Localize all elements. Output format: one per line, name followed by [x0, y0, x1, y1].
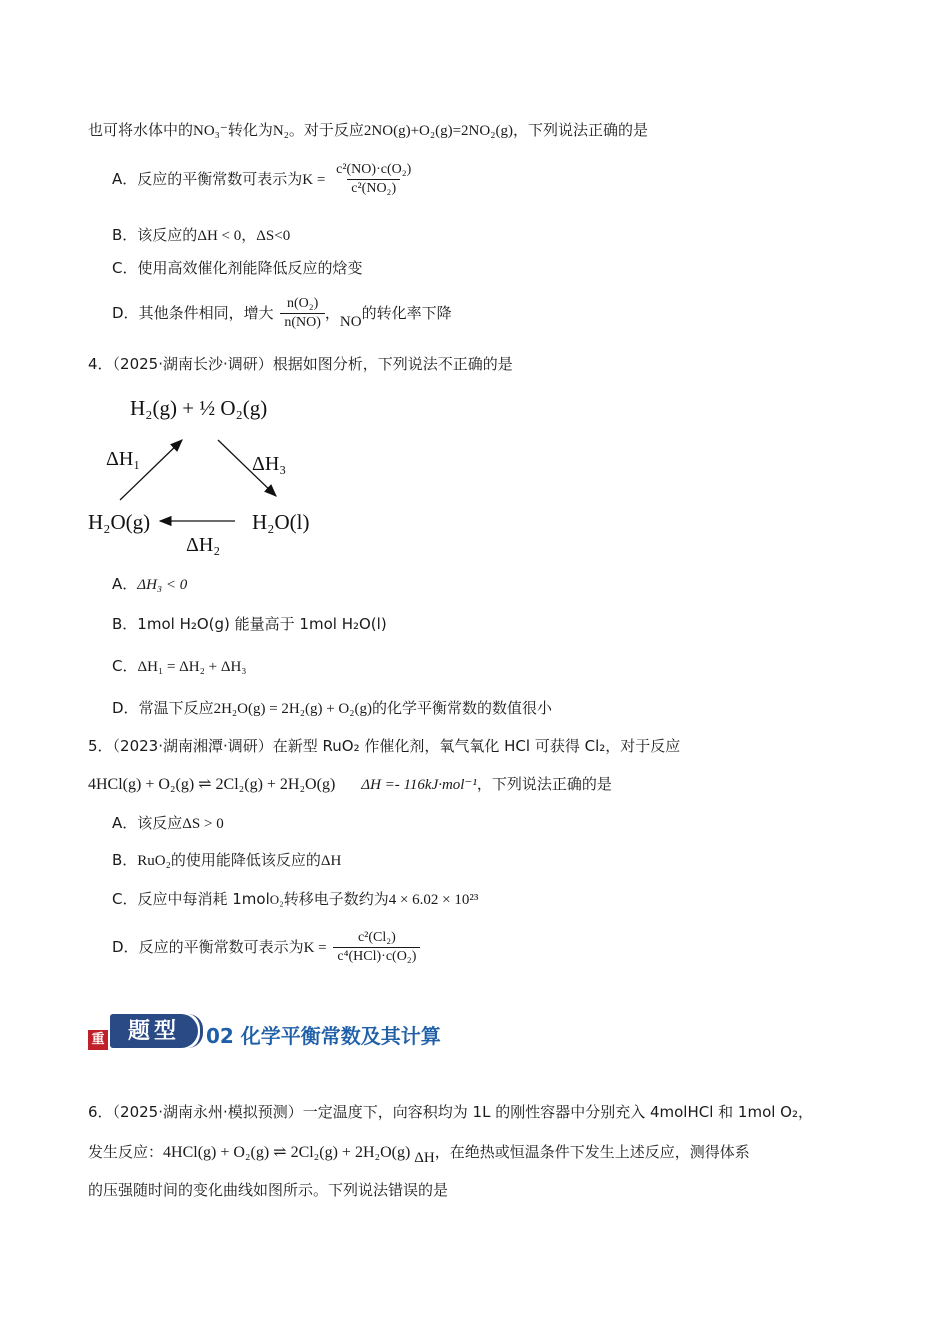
q3-k-fraction — [332, 162, 415, 197]
diagram-dh1-label: ΔH₁ — [106, 448, 141, 470]
option-label: B． — [112, 615, 138, 633]
q3-ratio-fraction — [280, 296, 325, 331]
option-label: A． — [112, 170, 138, 188]
option-text: 其他条件相同，增大 — [138, 304, 274, 322]
arrow-dh1 — [120, 440, 182, 500]
q6-stem-line2 — [88, 1142, 750, 1166]
key-badge: 重 — [88, 1030, 108, 1050]
option-label: C． — [112, 890, 138, 908]
option-label: D． — [112, 304, 139, 322]
fraction-denominator: c⁴(HCl)·c(O₂) — [333, 947, 420, 965]
option-text: 转移电子数约为 — [283, 890, 389, 908]
section-title: 02 化学平衡常数及其计算 — [206, 1024, 441, 1048]
o2-formula: O₂ — [269, 892, 284, 907]
diagram-arrows — [100, 430, 300, 530]
q3-stem-text: 也可将水体中的 — [88, 121, 194, 139]
q5-stem-text: ，下列说法正确的是 — [476, 775, 612, 793]
q5-dh-value: ΔH =- 116kJ·mol⁻¹ — [361, 777, 477, 793]
q6-dh-symbol: ΔH — [414, 1150, 435, 1166]
option-formula: ΔH < 0，ΔS<0 — [197, 228, 291, 244]
diagram-dh3-label: ΔH₃ — [252, 453, 287, 475]
q6-stem-line1: 6．（2025·湖南永州·模拟预测）一定温度下，向容积均为 1L 的刚性容器中分别充入 4molHCl 和 1mol O₂， — [88, 1103, 814, 1121]
q3-no3-formula: NO₃⁻ — [193, 123, 228, 139]
option-formula: ΔS > 0 — [182, 816, 224, 832]
q5-option-b[interactable] — [112, 850, 341, 871]
q3-option-a[interactable] — [112, 162, 415, 197]
option-text: 该反应的 — [137, 226, 198, 244]
option-formula: 4 × 6.02 × 10²³ — [388, 892, 479, 908]
option-label: C． — [112, 259, 138, 277]
option-label: D． — [112, 938, 139, 956]
q5-k-fraction — [333, 930, 420, 965]
q4-option-c[interactable] — [112, 656, 247, 677]
option-label: B． — [112, 851, 138, 869]
fraction-denominator: n(NO) — [280, 313, 325, 331]
q4-option-d[interactable] — [112, 698, 552, 719]
q6-stem-text: ，在绝热或恒温条件下发生上述反应，测得体系 — [434, 1143, 750, 1161]
q3-reaction-formula: 2NO(g)+O₂(g)=2NO₂(g) — [363, 123, 513, 139]
option-text: ， — [324, 304, 340, 322]
q4-stem: 4．（2025·湖南长沙·调研）根据如图分析，下列说法不正确的是 — [88, 355, 513, 373]
fraction-numerator: c²(Cl₂) — [357, 930, 396, 945]
option-label: C． — [112, 657, 138, 675]
q5-stem: 5．（2023·湖南湘潭·调研）在新型 RuO₂ 作催化剂，氧气氧化 HCl 可获得 Cl₂，对于反应 — [88, 737, 681, 755]
q3-option-b[interactable] — [112, 225, 290, 246]
option-label: A． — [112, 814, 138, 832]
fraction-numerator: c²(NO)·c(O₂) — [336, 162, 412, 177]
option-formula: 2H₂O(g) = 2H₂(g) + O₂(g) — [213, 701, 372, 717]
option-label: D． — [112, 699, 139, 717]
diagram-left-species: H₂O(g) — [88, 510, 151, 534]
option-text: 的化学平衡常数的数值很小 — [372, 699, 553, 717]
diagram-dh2-label: ΔH₂ — [186, 534, 221, 556]
q3-stem — [88, 120, 648, 141]
fraction-denominator: c²(NO₂) — [347, 179, 400, 197]
q6-reaction-formula: 4HCl(g) + O₂(g) ⇌ 2Cl₂(g) + 2H₂O(g) — [163, 1144, 411, 1161]
k-symbol: K = — [303, 940, 327, 956]
option-formula: ΔH₁ = ΔH₂ + ΔH₃ — [137, 659, 247, 675]
option-text: 反应的平衡常数可表示为 — [137, 170, 303, 188]
q3-option-c[interactable] — [112, 258, 363, 278]
q5-reaction-formula: 4HCl(g) + O₂(g) ⇌ 2Cl₂(g) + 2H₂O(g) — [88, 776, 336, 793]
fraction-numerator: n(O₂) — [286, 296, 319, 311]
q3-stem-text: 。对于反应 — [288, 121, 364, 139]
q4-option-b[interactable] — [112, 614, 387, 634]
q3-option-d[interactable] — [112, 296, 452, 331]
option-text: 使用高效催化剂能降低反应的焓变 — [137, 259, 363, 277]
option-text: 常温下反应 — [138, 699, 214, 717]
option-formula: RuO₂ — [137, 853, 171, 869]
q3-stem-text: 转化为 — [227, 121, 273, 139]
q5-reaction-line — [88, 774, 612, 795]
arrow-dh3 — [218, 440, 276, 496]
diagram-right-species: H₂O(l) — [252, 510, 310, 534]
q5-option-a[interactable] — [112, 813, 224, 834]
q6-stem-line3: 的压强随时间的变化曲线如图所示。下列说法错误的是 — [88, 1181, 449, 1199]
option-text: 1mol H₂O(g) 能量高于 1mol H₂O(l) — [137, 615, 387, 633]
option-text: 的转化率下降 — [361, 304, 452, 322]
q3-stem-text: ，下列说法正确的是 — [512, 121, 648, 139]
option-text: 的使用能降低该反应的 — [170, 851, 321, 869]
option-text: 该反应 — [137, 814, 183, 832]
no-formula: NO — [339, 314, 362, 330]
q4-option-a[interactable] — [112, 574, 187, 595]
q5-option-c[interactable] — [112, 889, 478, 910]
option-formula: ΔH₃ < 0 — [137, 577, 188, 593]
q6-stem-text: 发生反应： — [88, 1143, 164, 1161]
q5-option-d[interactable] — [112, 930, 420, 965]
option-label: A． — [112, 575, 138, 593]
q3-n2-formula: N₂ — [272, 123, 289, 139]
option-text: 反应中每消耗 1mol — [137, 890, 270, 908]
question-type-ribbon: 题型 — [110, 1014, 198, 1048]
diagram-top-species: H₂(g) + ½ O₂(g) — [130, 396, 268, 420]
option-label: B． — [112, 226, 138, 244]
option-text: 反应的平衡常数可表示为 — [138, 938, 304, 956]
k-symbol: K = — [302, 172, 326, 188]
option-formula: ΔH — [320, 853, 342, 869]
